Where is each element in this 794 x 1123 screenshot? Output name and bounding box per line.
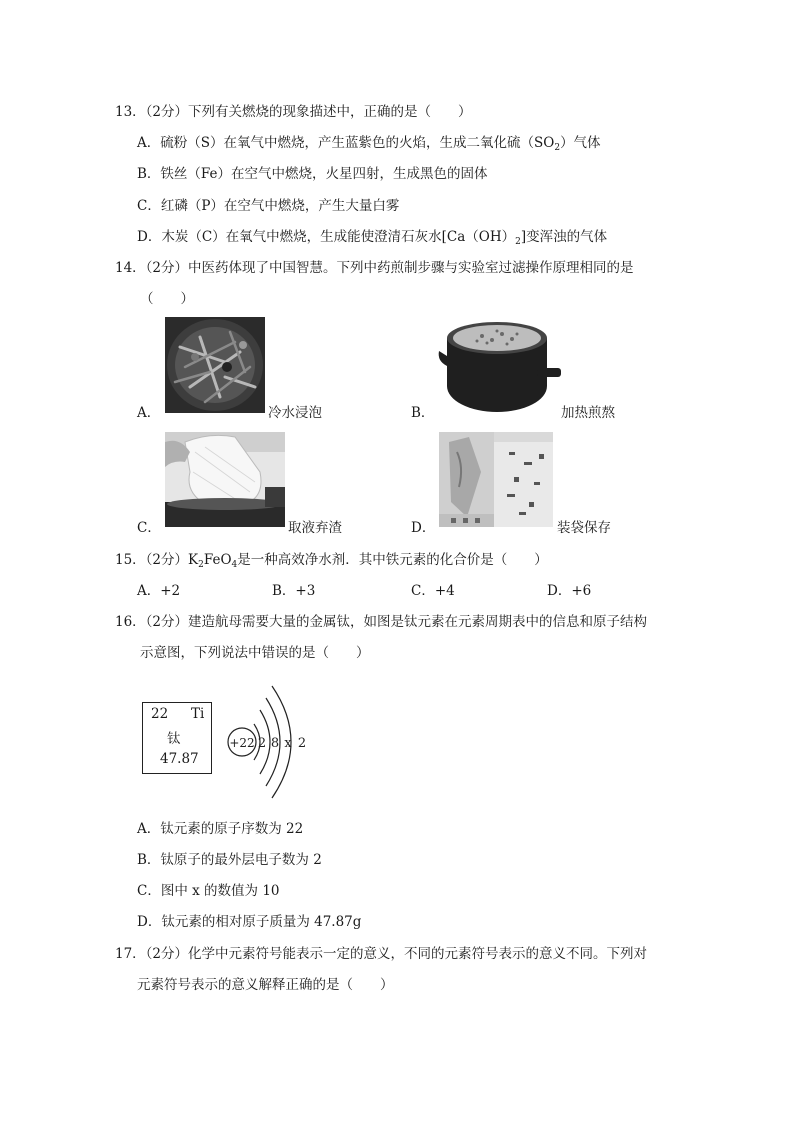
periodic-table-cell — [142, 702, 212, 774]
q15-stem: 15．（2分）$K_2FeO_4$是一种高效净水剂．其中铁元素的化合价是（ ） — [115, 552, 548, 570]
q14-option-c-letter: C． — [137, 520, 161, 536]
q16-stem-line2: 示意图，下列说法中错误的是（ ） — [140, 645, 370, 661]
medicine-bags-image — [439, 432, 553, 527]
q14-option-a-caption: 冷水浸泡 — [268, 405, 322, 421]
q16-stem-line1: 16．（2分）建造航母需要大量的金属钛，如图是钛元素在元素周期表中的信息和原子结构 — [115, 614, 648, 630]
q15-option-d: D．+6 — [547, 583, 592, 599]
q14-option-d-caption: 装袋保存 — [557, 520, 611, 536]
shell-2-electrons: 8 — [270, 736, 280, 751]
atomic-mass: 47.87 — [160, 751, 199, 767]
q15-option-c: C．+4 — [411, 583, 455, 599]
q16-option-a: A．钛元素的原子序数为 22 — [137, 821, 304, 837]
q17-stem-line2: 元素符号表示的意义解释正确的是（ ） — [137, 977, 394, 993]
straining-cloth-image — [165, 432, 285, 527]
q14-option-b-caption: 加热煎熬 — [561, 405, 615, 421]
atomic-number: 22 — [151, 706, 169, 722]
q14-option-d-letter: D． — [411, 520, 436, 536]
atomic-structure-diagram — [222, 680, 332, 800]
shell-4-electrons: 2 — [297, 736, 307, 751]
q14-option-a-letter: A． — [137, 405, 161, 421]
q13-stem: 13．（2分）下列有关燃烧的现象描述中，正确的是（ ） — [115, 104, 472, 120]
q15-option-b: B．+3 — [272, 583, 316, 599]
q16-option-d: D．钛元素的相对原子质量为 47.87g — [137, 914, 362, 930]
element-symbol: Ti — [191, 706, 205, 722]
shell-3-electrons: x — [284, 736, 292, 751]
q13-option-a: A．硫粉（S）在氧气中燃烧，产生蓝紫色的火焰，生成二氧化硫$(SO_2)$气体 — [137, 135, 601, 153]
q13-option-c: C．红磷（P）在空气中燃烧，产生大量白雾 — [137, 198, 400, 214]
shell-1-electrons: 2 — [257, 736, 267, 751]
q14-stem-line1: 14．（2分）中医药体现了中国智慧。下列中药煎制步骤与实验室过滤操作原理相同的是 — [115, 260, 634, 276]
q13-option-d: D．木炭（C）在氧气中燃烧，生成能使澄清石灰水$[Ca(OH)_2]$变浑浊的气体 — [137, 229, 608, 247]
element-name: 钛 — [167, 731, 181, 747]
q14-stem-line2: （ ） — [140, 291, 194, 307]
herbs-soaking-image — [165, 317, 265, 413]
q13-option-b: B．铁丝（Fe）在空气中燃烧，火星四射，生成黑色的固体 — [137, 166, 488, 182]
decoction-pot-image — [437, 316, 561, 412]
q16-option-b: B．钛原子的最外层电子数为 2 — [137, 852, 322, 868]
q17-stem-line1: 17．（2分）化学中元素符号能表示一定的意义，不同的元素符号表示的意义不同。下列对 — [115, 946, 648, 962]
nucleus-charge: +22 — [229, 736, 255, 750]
q14-option-b-letter: B． — [411, 405, 435, 421]
q15-option-a: A．+2 — [137, 583, 181, 599]
q16-option-c: C．图中 x 的数值为 10 — [137, 883, 280, 899]
q14-option-c-caption: 取液弃渣 — [288, 520, 342, 536]
